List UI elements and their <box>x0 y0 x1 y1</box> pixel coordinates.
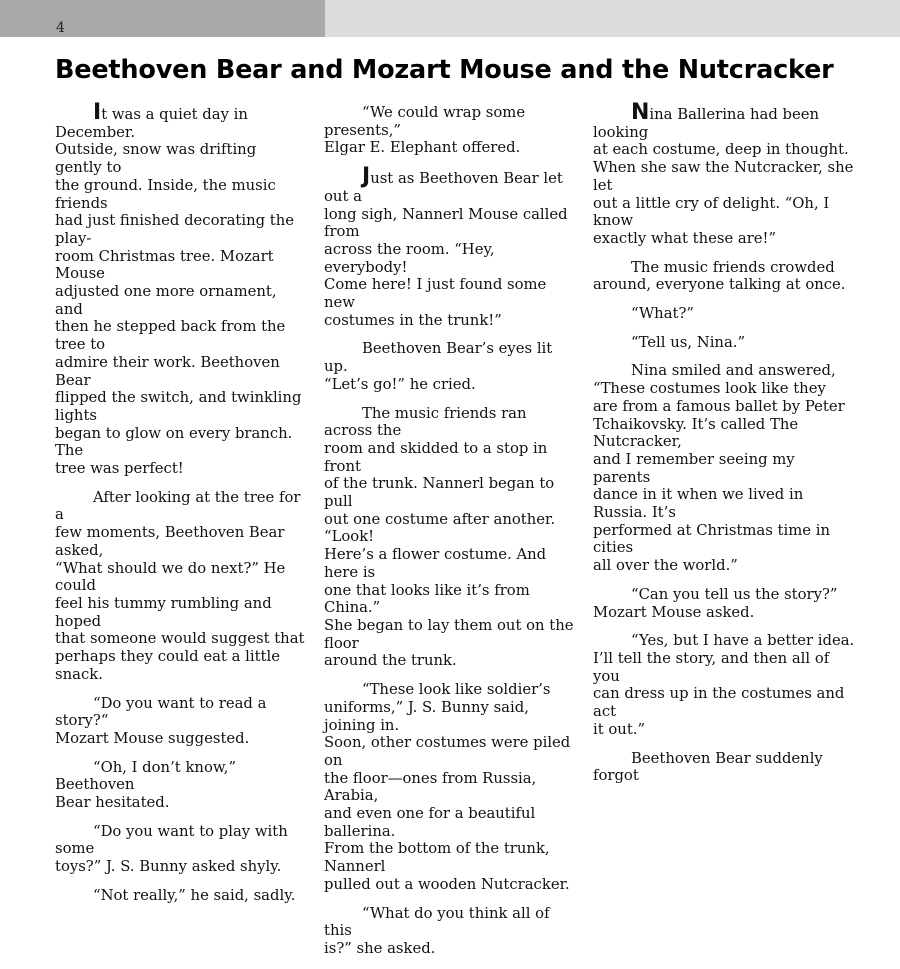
paragraph: “What?” <box>631 305 694 323</box>
paragraph-text: t was a quiet day in December. Outside, snow was drifting gently to the ground. Inside, the music friends had just finished decorating the play- room Christmas tree. Mozart Mouse adjusted one more ornament, and then he stepped back from the tree to admire their work. Beethoven Bear flipped the switch, and twinkling lights began to glow on every branch. The tree was perfect! <box>55 106 302 478</box>
paragraph: Nina smiled and answered, “These costumes look like they are from a famous ballet by Peter Tchaikovsky. It’s called The Nutcracker, and I remember seeing my parents dance in it when we lived in Russia. It’s performed at Christmas time in cities all over the world.” <box>593 362 845 575</box>
paragraph <box>55 100 305 478</box>
header-bar-light <box>325 0 900 37</box>
paragraph-text: ina Ballerina had been looking at each costume, deep in thought. When she saw the Nutcracker, she let out a little cry of delight. “Oh, I know exactly what these are!” <box>593 106 854 247</box>
drop-cap: I <box>93 100 102 125</box>
paragraph: After looking at the tree for a few moments, Beethoven Bear asked, “What should we do next?” He could feel his tummy rumbling and hoped that someone would suggest that perhaps they could eat a little snack. <box>55 488 305 683</box>
text-column-2 <box>324 104 574 969</box>
paragraph: “These look like soldier’s uniforms,” J. S. Bunny said, joining in. Soon, other costumes were piled on the floor—ones from Russia, Arabia, and even one for a beautiful ballerina. From the bottom of the trunk, Nannerl pulled out a wooden Nutcracker. <box>324 681 571 893</box>
paragraph-text: ust as Beethoven Bear let out a long sigh, Nannerl Mouse called from across the room. “Hey, everybody! Come here! I just found some new costumes in the trunk!” <box>324 170 568 329</box>
text-column-3 <box>593 100 855 796</box>
paragraph: “We could wrap some presents,” Elgar E. Elephant offered. <box>324 104 526 157</box>
header-bar-dark <box>0 0 325 37</box>
paragraph: “Do you want to read a story?“ Mozart Mouse suggested. <box>55 694 267 747</box>
text-column-1 <box>55 100 305 916</box>
paragraph: Beethoven Bear suddenly forgot <box>593 749 823 785</box>
paragraph: The music friends crowded around, everyone talking at once. <box>593 258 846 294</box>
paragraph <box>324 164 574 329</box>
paragraph: “Tell us, Nina.” <box>631 333 746 351</box>
paragraph: The music friends ran across the room and skidded to a stop in front of the trunk. Nannerl began to pull out one costume after another. “Look! Here’s a flower costume. And here is one that looks like it’s from China.” She began to lay them out on the floor around the trunk. <box>324 404 574 670</box>
paragraph: “Yes, but I have a better idea. I’ll tell the story, and then all of you can dress up in the costumes and act it out.” <box>593 632 855 738</box>
paragraph: “Not really,” he said, sadly. <box>93 886 296 904</box>
paragraph <box>593 100 855 248</box>
drop-cap: J <box>362 164 371 190</box>
paragraph: “What do you think all of this is?” she asked. <box>324 904 550 957</box>
paragraph: Beethoven Bear’s eyes lit up. “Let’s go!” he cried. <box>324 340 553 393</box>
paragraph: “Do you want to play with some toys?” J. S. Bunny asked shyly. <box>55 822 288 876</box>
page-title: Beethoven Bear and Mozart Mouse and the Nutcracker <box>55 55 834 85</box>
drop-cap: N <box>631 100 650 125</box>
page-number: 4 <box>56 20 65 36</box>
paragraph: “Can you tell us the story?” Mozart Mouse asked. <box>593 585 838 621</box>
paragraph: “Oh, I don’t know,” Beethoven Bear hesitated. <box>55 758 237 812</box>
